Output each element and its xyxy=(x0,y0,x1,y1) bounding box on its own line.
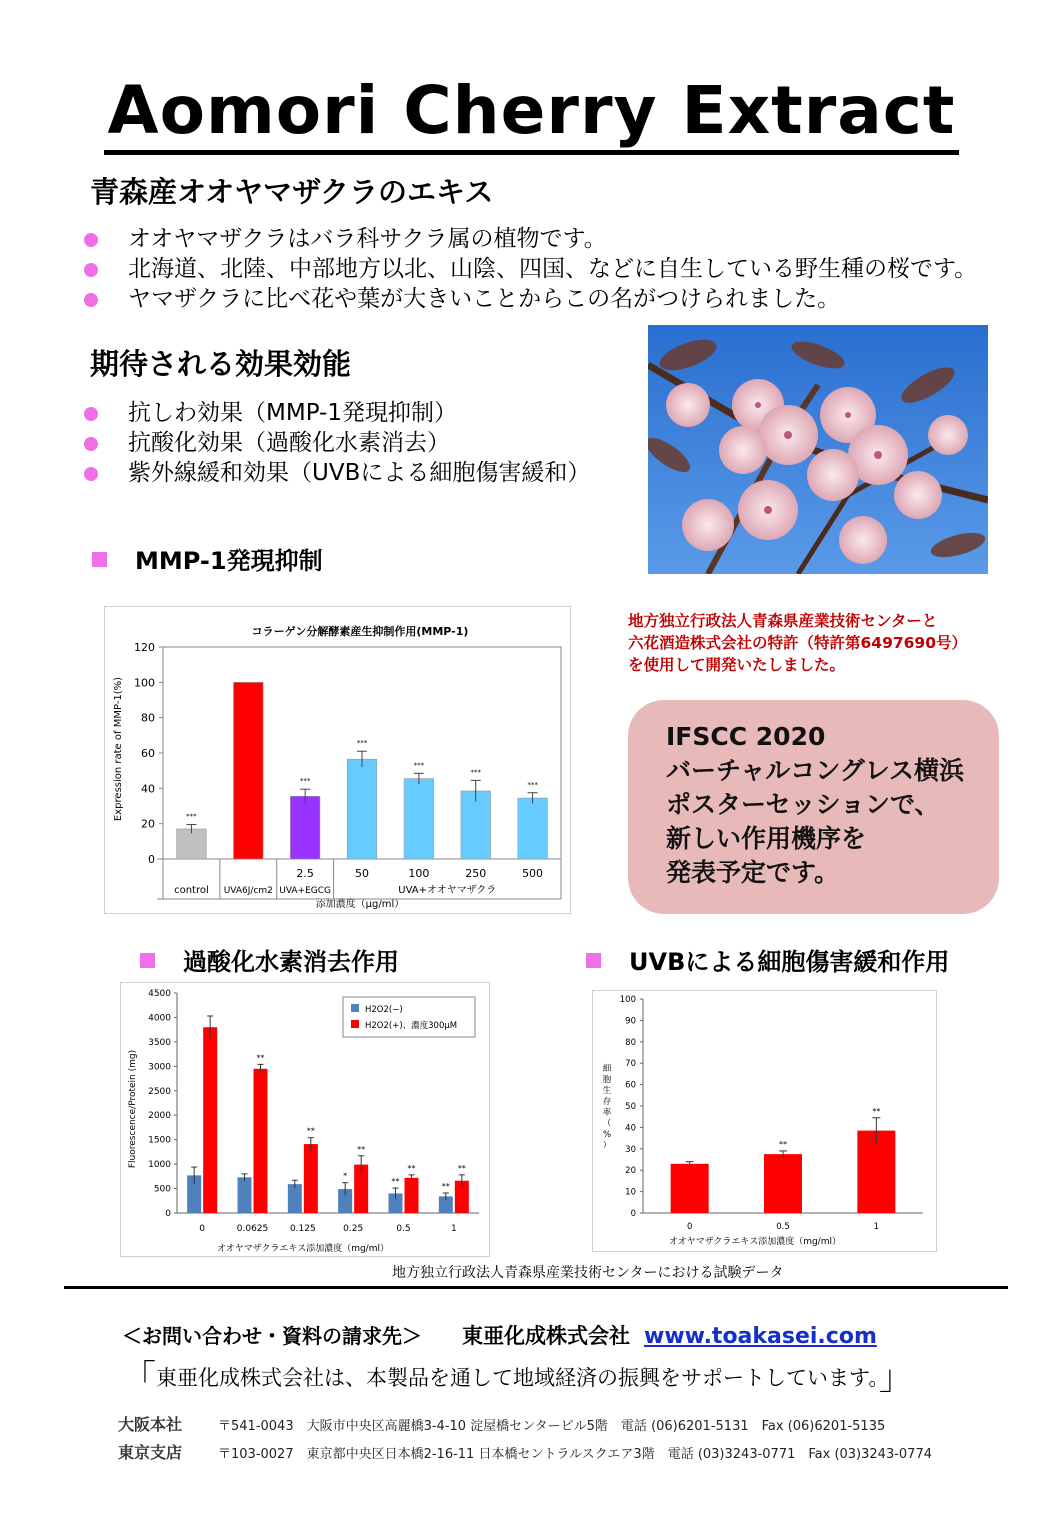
bar xyxy=(254,1069,268,1213)
list-item: オオヤマザクラはバラ科サクラ属の植物です。 xyxy=(82,224,977,254)
x-tick-label: 500 xyxy=(522,867,544,880)
callout-line: 新しい作用機序を xyxy=(666,824,867,853)
chart-y-label: Fluorescence/Protein (mg) xyxy=(128,1049,138,1169)
y-tick-label: 40 xyxy=(625,1123,636,1134)
y-tick-label: 1500 xyxy=(148,1135,171,1146)
x-tick-label: 0 xyxy=(686,1222,693,1232)
list-item: 抗しわ効果（MMP-1発現抑制） xyxy=(82,398,590,428)
page-title: Aomori Cherry Extract xyxy=(0,72,1063,155)
ifscc-callout xyxy=(628,700,999,914)
significance-label: *** xyxy=(299,777,311,786)
slogan-close-bracket: 」 xyxy=(878,1358,913,1398)
mmp1-chart xyxy=(104,606,571,914)
x-tick-label: 0.5 xyxy=(396,1224,411,1234)
bar xyxy=(288,1184,302,1213)
bullet-dot-icon xyxy=(84,467,98,481)
y-tick-label: 100 xyxy=(619,995,636,1005)
y-tick-label: 0 xyxy=(148,853,155,866)
bar xyxy=(304,1144,318,1213)
y-tick-label: 60 xyxy=(141,747,155,760)
uvb-chart xyxy=(592,990,937,1252)
y-tick-label: 50 xyxy=(625,1102,636,1112)
bar xyxy=(404,779,434,859)
legend-swatch xyxy=(351,1020,359,1028)
office-osaka xyxy=(118,1412,885,1435)
list-item: 北海道、北陸、中部地方以北、山陰、四国、などに自生している野生種の桜です。 xyxy=(82,254,977,284)
divider xyxy=(64,1286,1008,1289)
office-name: 東京支店 xyxy=(118,1443,183,1462)
square-bullet-icon xyxy=(586,953,601,968)
y-tick-label: 10 xyxy=(625,1187,636,1198)
y-tick-label: 500 xyxy=(153,1184,171,1195)
office-tokyo xyxy=(118,1440,932,1463)
list-item: 紫外線緩和効果（UVBによる細胞傷害緩和） xyxy=(82,458,590,488)
y-label-char: 生 xyxy=(602,1086,612,1096)
bar xyxy=(671,1164,709,1213)
chart-x-label: オオヤマザクラエキス添加濃度（mg/ml） xyxy=(217,1244,389,1254)
slogan xyxy=(122,1350,913,1399)
legend-label: H2O2(−) xyxy=(365,1005,403,1015)
significance-label: *** xyxy=(186,812,197,821)
x-tick-label: 0.0625 xyxy=(236,1224,269,1234)
mmp-heading: MMP-1発現抑制 xyxy=(92,541,323,576)
significance-label: ** xyxy=(256,1053,265,1063)
significance-label: ** xyxy=(872,1106,881,1116)
contact-line xyxy=(122,1320,877,1350)
significance-label: ** xyxy=(407,1163,416,1173)
y-tick-label: 100 xyxy=(134,676,155,690)
section-heading-effects: 期待される効果効能 xyxy=(90,347,352,381)
group-label: UVA+EGCG xyxy=(279,886,332,896)
bar xyxy=(347,759,377,859)
y-tick-label: 120 xyxy=(134,641,155,654)
x-tick-label: 0.125 xyxy=(289,1224,316,1234)
y-tick-label: 60 xyxy=(625,1080,636,1091)
x-tick-label: 0 xyxy=(199,1224,206,1234)
chart-y-label: Expression rate of MMP-1(%) xyxy=(113,676,124,822)
patent-line: を使用して開発いたしました。 xyxy=(628,656,846,674)
y-tick-label: 20 xyxy=(141,817,155,831)
section-heading-extract: 青森産オオヤマザクラのエキス xyxy=(90,175,494,209)
chart-title: コラーゲン分解酵素産生抑制作用(MMP-1) xyxy=(251,625,469,638)
y-tick-label: 70 xyxy=(625,1059,636,1070)
x-tick-label: 100 xyxy=(408,867,430,880)
x-tick-label: 50 xyxy=(355,867,369,880)
y-tick-label: 4500 xyxy=(148,989,171,999)
legend-label: H2O2(+)、濃度300μM xyxy=(365,1021,458,1031)
significance-label: ** xyxy=(306,1126,315,1136)
y-tick-label: 2000 xyxy=(148,1111,171,1122)
y-tick-label: 0 xyxy=(630,1209,636,1219)
y-tick-label: 80 xyxy=(141,711,155,725)
bar xyxy=(405,1178,419,1213)
effects-bullet-list xyxy=(82,398,590,488)
y-label-char: % xyxy=(602,1130,612,1140)
slogan-open-bracket: 「 xyxy=(122,1358,156,1398)
significance-label: ** xyxy=(357,1144,366,1154)
y-tick-label: 30 xyxy=(625,1144,636,1155)
bullet-dot-icon xyxy=(84,263,98,277)
group-label: UVA+オオヤマザクラ xyxy=(398,885,497,896)
y-label-char: 細 xyxy=(602,1064,612,1074)
y-tick-label: 2500 xyxy=(148,1086,171,1097)
patent-line: 六花酒造株式会社の特許（特許第6497690号） xyxy=(628,634,967,652)
slogan-text: 東亜化成株式会社は、本製品を通して地域経済の振興をサポートしています。 xyxy=(156,1366,879,1390)
x-tick-label: 2.5 xyxy=(296,867,314,880)
significance-label: *** xyxy=(413,761,425,770)
list-item: ヤマザクラに比べ花や葉が大きいことからこの名がつけられました。 xyxy=(82,284,977,314)
bullet-dot-icon xyxy=(84,437,98,451)
chart-x-label: オオヤマザクラエキス添加濃度（mg/ml） xyxy=(669,1237,841,1247)
bullet-dot-icon xyxy=(84,293,98,307)
patent-line: 地方独立行政法人青森県産業技術センターと xyxy=(628,612,938,630)
h2o2-chart xyxy=(120,982,490,1257)
significance-label: ** xyxy=(441,1181,450,1191)
square-bullet-icon xyxy=(92,552,107,567)
callout-line: IFSCC 2020 xyxy=(666,722,826,751)
y-label-char: （ xyxy=(602,1119,612,1129)
bar xyxy=(203,1027,217,1213)
callout-line: ポスターセッションで、 xyxy=(666,790,940,819)
chart-x-label: 添加濃度（μg/ml） xyxy=(315,899,405,910)
cherry-blossom-photo xyxy=(648,325,988,574)
x-tick-label: 250 xyxy=(465,867,487,880)
office-name: 大阪本社 xyxy=(118,1415,183,1434)
x-tick-label: 1 xyxy=(450,1224,457,1234)
y-tick-label: 4000 xyxy=(148,1013,171,1024)
group-label: control xyxy=(174,885,209,896)
bar xyxy=(238,1177,252,1213)
y-tick-label: 20 xyxy=(625,1166,636,1177)
y-label-char: 率 xyxy=(602,1108,612,1118)
office-detail: 〒541-0043 大阪市中央区高麗橋3-4-10 淀屋橋センタービル5階 電話 (06)6201-5131 Fax (06)6201-5135 xyxy=(218,1419,886,1434)
significance-label: ** xyxy=(391,1177,400,1187)
legend-swatch xyxy=(351,1004,359,1012)
x-tick-label: 0.25 xyxy=(343,1224,364,1234)
y-tick-label: 0 xyxy=(165,1209,171,1219)
office-detail: 〒103-0027 東京都中央区日本橋2-16-11 日本橋セントラルスクエア3階 電話 (03)3243-0771 Fax (03)3243-0774 xyxy=(218,1447,932,1462)
y-tick-label: 3000 xyxy=(148,1062,171,1073)
list-item: 抗酸化効果（過酸化水素消去） xyxy=(82,428,590,458)
significance-label: *** xyxy=(470,768,481,777)
y-tick-label: 80 xyxy=(625,1037,636,1048)
bullet-dot-icon xyxy=(84,407,98,421)
test-data-note: 地方独立行政法人青森県産業技術センターにおける試験データ xyxy=(392,1265,784,1281)
callout-line: 発表予定です。 xyxy=(666,858,840,887)
mmp1-chart-svg xyxy=(105,607,570,913)
callout-line: バーチャルコングレス横浜 xyxy=(666,756,965,785)
company-url-link[interactable]: www.toakasei.com xyxy=(644,1324,877,1349)
contact-label: ＜お問い合わせ・資料の請求先＞ xyxy=(122,1324,422,1348)
uvb-chart-svg xyxy=(593,991,936,1251)
x-tick-label: 0.5 xyxy=(776,1222,790,1232)
bar xyxy=(234,682,264,859)
significance-label: ** xyxy=(779,1139,787,1149)
y-label-char: 胞 xyxy=(602,1075,612,1085)
extract-bullet-list xyxy=(82,224,977,314)
bar xyxy=(518,798,548,859)
y-tick-label: 40 xyxy=(141,782,155,796)
h2o2-heading: 過酸化水素消去作用 xyxy=(140,942,399,977)
significance-label: * xyxy=(343,1171,348,1181)
significance-label: *** xyxy=(527,780,538,789)
y-tick-label: 3500 xyxy=(148,1037,171,1048)
bar xyxy=(290,796,320,859)
square-bullet-icon xyxy=(140,953,155,968)
group-label: UVA6J/cm2 xyxy=(223,886,273,896)
uvb-heading: UVBによる細胞傷害緩和作用 xyxy=(586,942,949,977)
y-tick-label: 1000 xyxy=(148,1160,171,1171)
bar xyxy=(764,1154,802,1213)
company-name: 東亜化成株式会社 xyxy=(462,1324,630,1348)
y-label-char: 存 xyxy=(602,1097,612,1107)
bullet-dot-icon xyxy=(84,233,98,247)
patent-note xyxy=(628,610,1048,676)
h2o2-chart-svg xyxy=(121,983,489,1256)
bar xyxy=(177,829,207,859)
y-tick-label: 90 xyxy=(625,1016,636,1027)
y-label-char: ） xyxy=(602,1141,612,1151)
legend-box xyxy=(343,997,475,1037)
x-tick-label: 1 xyxy=(873,1222,880,1232)
significance-label: ** xyxy=(457,1163,466,1173)
significance-label: *** xyxy=(356,739,368,748)
